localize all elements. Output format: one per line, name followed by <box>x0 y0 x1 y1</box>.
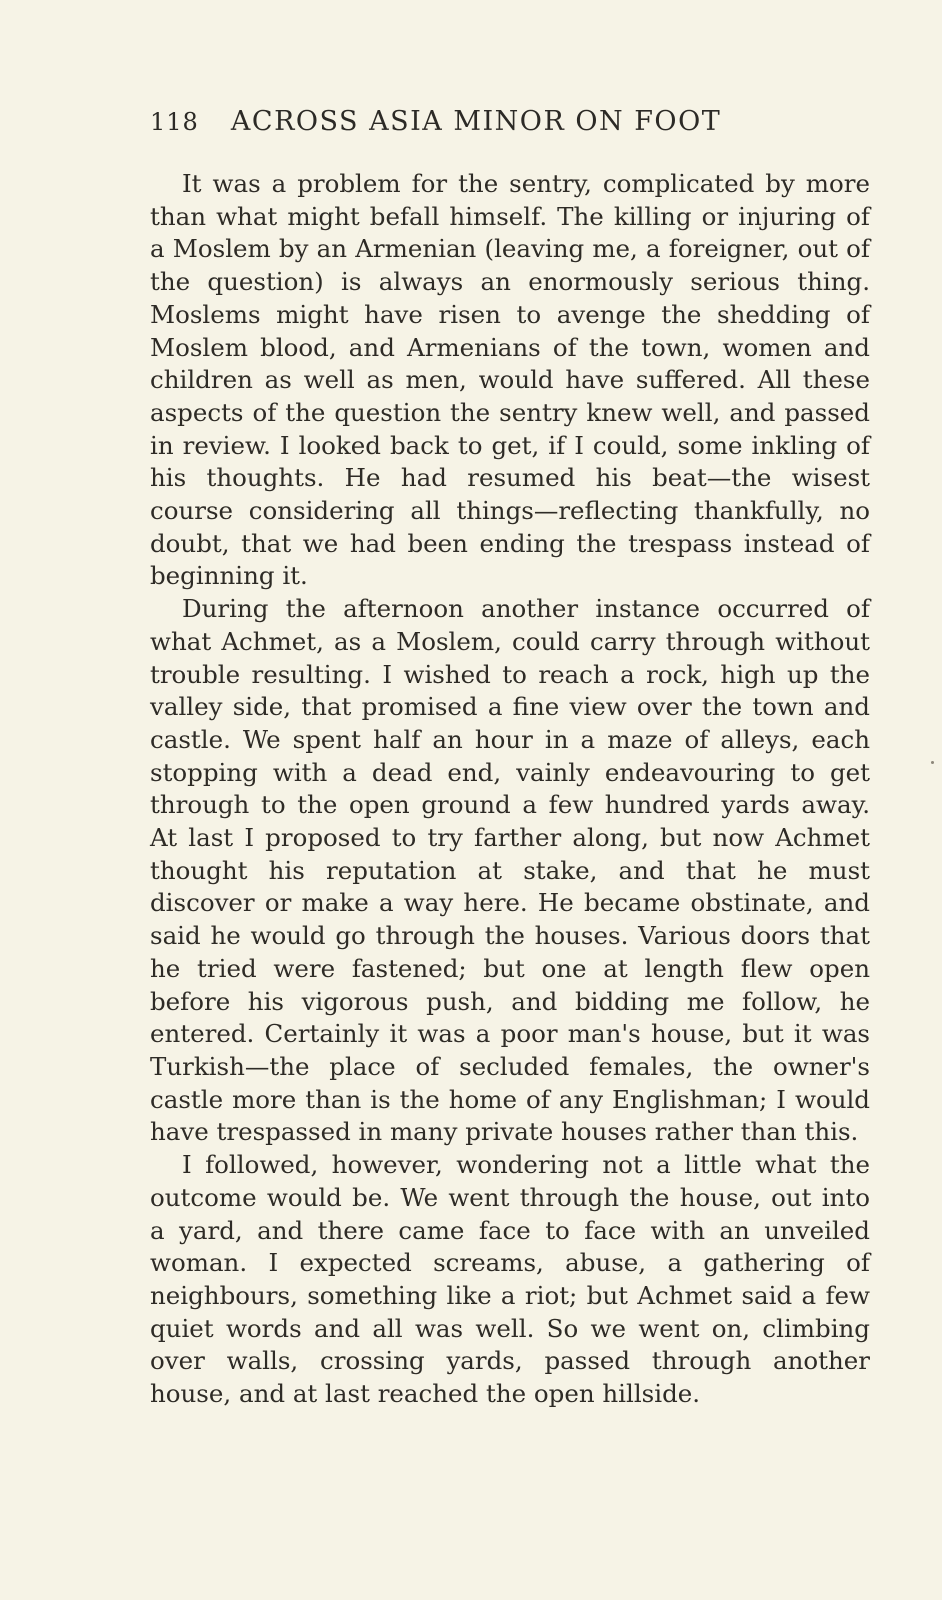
paragraph: It was a problem for the sentry, complicated by more than what might befall himself. The killing or injuring of a Moslem by an Armenian (leaving me, a foreigner, out of the question) is always an enormously serious thing. Moslems might have risen to avenge the shedding of Moslem blood, and Armenians of the town, women and children as well as men, would have suffered. All these aspects of the question the sentry knew well, and passed in review. I looked back to get, if I could, some inkling of his thoughts. He had resumed his beat—the wisest course considering all things—reflecting thankfully, no doubt, that we had been ending the trespass instead of beginning it. <box>150 169 870 591</box>
paragraph: During the afternoon another instance occurred of what Achmet, as a Moslem, could carry through without trouble resulting. I wished to reach a rock, high up the valley side, that promised a fine view over the town and castle. We spent half an hour in a maze of alleys, each stopping with a dead end, vainly endeavouring to get through to the open ground a few hundred yards away. At last I proposed to try farther along, but now Achmet thought his reputation at stake, and that he must discover or make a way here. He became obstinate, and said he would go through the houses. Various doors that he tried were fastened; but one at length flew open before his vigorous push, and bidding me follow, he entered. Certainly it was a poor man's house, but it was Turkish—the place of secluded females, the owner's castle more than is the home of any Englishman; I would have trespassed in many private houses rather than this. <box>150 594 870 1147</box>
page-header <box>150 106 870 137</box>
page-number: 118 <box>150 108 199 136</box>
print-speck <box>931 761 934 764</box>
paragraph: I followed, however, wondering not a little what the outcome would be. We went through the house, out into a yard, and there came face to face with an unveiled woman. I expected screams, abuse, a gathering of neighbours, something like a riot; but Achmet said a few quiet words and all was well. So we went on, climbing over walls, crossing yards, passed through another house, and at last reached the open hillside. <box>150 1150 870 1409</box>
running-title: ACROSS ASIA MINOR ON FOOT <box>230 106 722 137</box>
body-text <box>150 168 870 1411</box>
